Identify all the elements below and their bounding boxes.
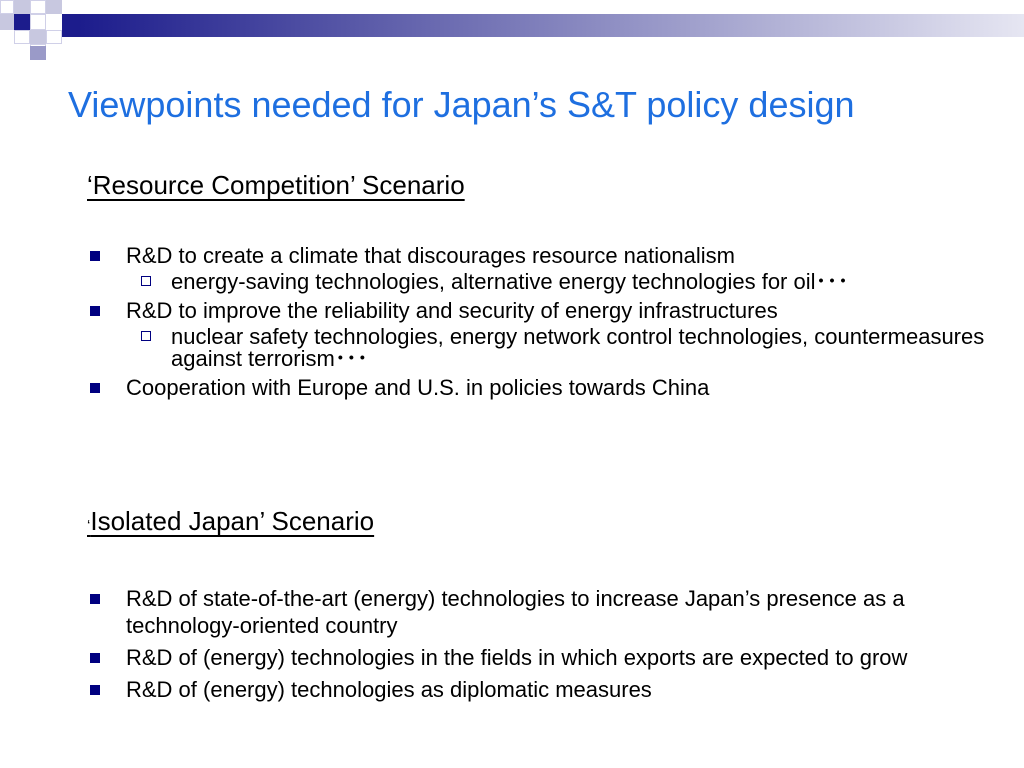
- bullet-text: R&D of state-of-the-art (energy) technologies to increase Japan’s presence as a technology-oriented country: [126, 586, 905, 638]
- deco-square: [14, 30, 30, 44]
- square-bullet-icon: [90, 383, 100, 393]
- deco-square: [62, 14, 78, 37]
- deco-square: [0, 0, 14, 14]
- square-bullet-icon: [90, 685, 100, 695]
- square-bullet-icon: [90, 306, 100, 316]
- deco-square: [30, 46, 46, 60]
- deco-square: [46, 30, 62, 44]
- section-heading-isolated-japan: [87, 506, 374, 537]
- sub-list: [126, 326, 1007, 370]
- square-bullet-icon: [90, 653, 100, 663]
- bullet-item: [87, 374, 1007, 401]
- bullet-item: [87, 676, 1007, 703]
- bullet-item: [87, 297, 1007, 370]
- sub-bullet-text: nuclear safety technologies, energy network control technologies, countermeasures against terrorism･･･: [171, 324, 985, 371]
- bullet-text: R&D to improve the reliability and security of energy infrastructures: [126, 298, 778, 323]
- deco-square: [30, 14, 46, 30]
- bullet-text: Cooperation with Europe and U.S. in policies towards China: [126, 375, 710, 400]
- sub-bullet-text: energy-saving technologies, alternative energy technologies for oil･･･: [171, 269, 849, 294]
- resource-competition-bullets: [87, 242, 1007, 401]
- sub-bullet-item: [126, 271, 1007, 293]
- header-gradient-bar: [78, 14, 1024, 37]
- slide-title: Viewpoints needed for Japan’s S&T policy design: [68, 84, 855, 125]
- deco-square: [0, 14, 14, 30]
- heading-open-quote: ‘: [87, 517, 91, 534]
- bullet-text: R&D of (energy) technologies in the fields in which exports are expected to grow: [126, 645, 908, 670]
- hollow-square-bullet-icon: [141, 331, 151, 341]
- deco-square: [46, 0, 62, 14]
- heading-text: Isolated Japan’ Scenario: [90, 506, 375, 536]
- bullet-item: [87, 585, 1007, 639]
- deco-square: [14, 0, 30, 14]
- square-bullet-icon: [90, 251, 100, 261]
- sub-list: [126, 271, 1007, 293]
- bullet-text: R&D of (energy) technologies as diplomatic measures: [126, 677, 652, 702]
- square-bullet-icon: [90, 594, 100, 604]
- isolated-japan-bullets: [87, 585, 1007, 703]
- bullet-text: R&D to create a climate that discourages resource nationalism: [126, 243, 735, 268]
- hollow-square-bullet-icon: [141, 276, 151, 286]
- deco-square: [14, 14, 30, 30]
- bullet-item: [87, 242, 1007, 293]
- sub-bullet-item: [126, 326, 1007, 370]
- bullet-item: [87, 644, 1007, 671]
- deco-square: [30, 0, 46, 14]
- section-heading-resource-competition: ‘Resource Competition’ Scenario: [87, 170, 465, 200]
- deco-square: [30, 30, 46, 44]
